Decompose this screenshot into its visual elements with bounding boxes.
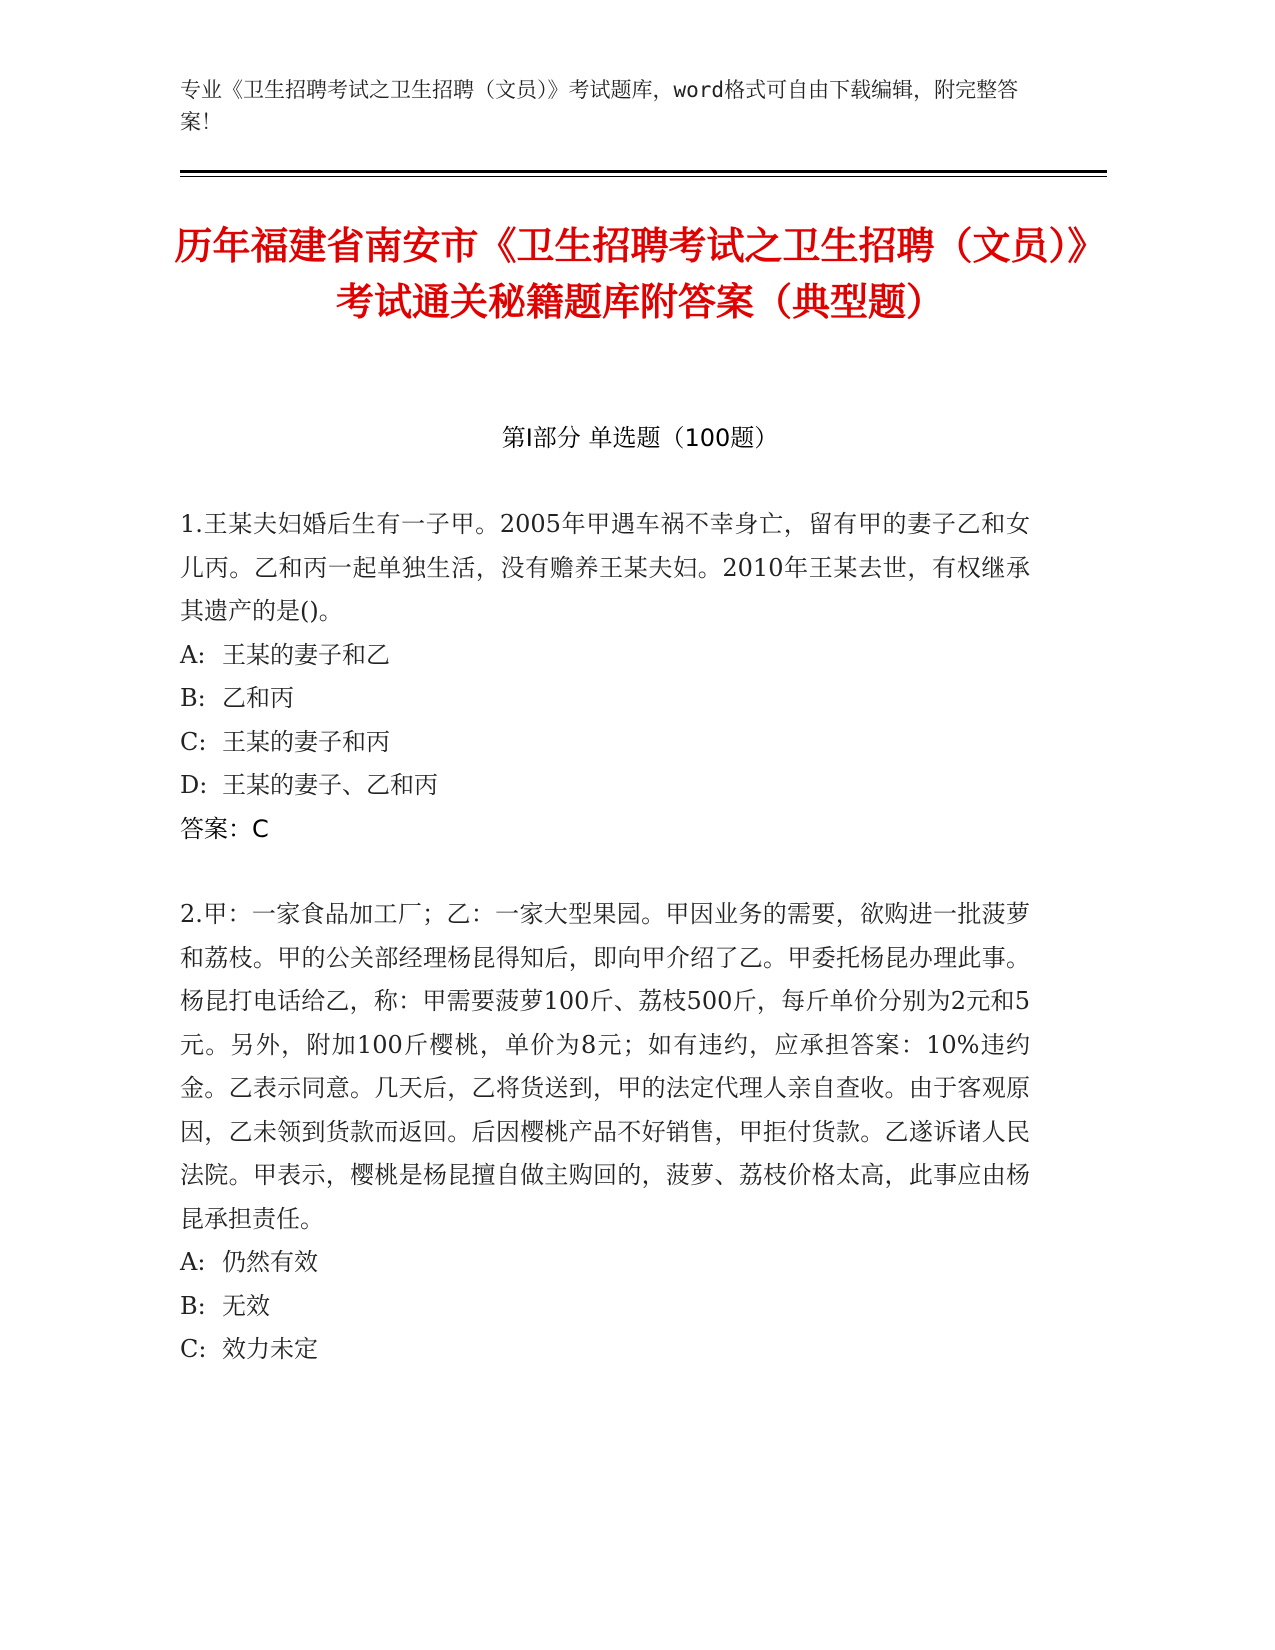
option-d (180, 764, 1030, 808)
document-title: 历年福建省南安市《卫生招聘考试之卫生招聘（文员）》考试通关秘籍题库附答案（典型题） (174, 224, 1106, 324)
option-text: 仍然有效 (222, 1248, 318, 1276)
question-1 (180, 503, 1030, 851)
option-letter: C: (180, 1335, 207, 1363)
header-rule-thick (180, 170, 1107, 173)
option-letter: D: (180, 771, 208, 799)
question-stem: 1.王某夫妇婚后生有一子甲。2005年甲遇车祸不幸身亡，留有甲的妻子乙和女儿丙。乙和丙一起单独生活，没有赡养王某夫妇。2010年王某去世，有权继承其遗产的是()。 (180, 510, 1030, 625)
option-letter: B: (180, 684, 206, 712)
option-text: 王某的妻子和丙 (222, 727, 390, 756)
option-a (180, 1241, 1030, 1285)
option-letter: B: (180, 1291, 206, 1320)
question-2 (180, 893, 1030, 1372)
option-letter: A: (180, 1248, 206, 1276)
option-text: 乙和丙 (222, 684, 294, 712)
answer-line: 答案：C (180, 814, 269, 843)
option-a (180, 634, 1030, 678)
header-rule-thin (180, 176, 1107, 177)
option-text: 无效 (222, 1291, 270, 1320)
option-text: 王某的妻子、乙和丙 (222, 771, 438, 799)
option-b (180, 677, 1030, 721)
question-stem: 2.甲：一家食品加工厂；乙：一家大型果园。甲因业务的需要，欲购进一批菠萝和荔枝。甲的公关部经理杨昆得知后，即向甲介绍了乙。甲委托杨昆办理此事。杨昆打电话给乙，称：甲需要菠萝100斤、荔枝500斤，每斤单价分别为2元和5元。另外，附加100斤樱桃，单价为8元；如有违约，应承担答案：10%违约金。乙表示同意。几天后，乙将货送到，甲的法定代理人亲自查收。由于客观原因，乙未领到货款而返回。后因樱桃产品不好销售，甲拒付货款。乙遂诉诸人民法院。甲表示，樱桃是杨昆擅自做主购回的，菠萝、荔枝价格太高，此事应由杨昆承担责任。 (180, 900, 1030, 1233)
header-note: 专业《卫生招聘考试之卫生招聘（文员）》考试题库，word格式可自由下载编辑，附完整答案！ (180, 78, 1019, 134)
option-letter: C: (180, 727, 207, 756)
option-c (180, 1328, 1030, 1372)
option-text: 效力未定 (222, 1335, 318, 1363)
option-c (180, 721, 1030, 765)
option-letter: A: (180, 640, 206, 669)
option-text: 王某的妻子和乙 (222, 640, 390, 669)
section-title: 第Ⅰ部分 单选题（100题） (501, 424, 779, 452)
option-b (180, 1285, 1030, 1329)
